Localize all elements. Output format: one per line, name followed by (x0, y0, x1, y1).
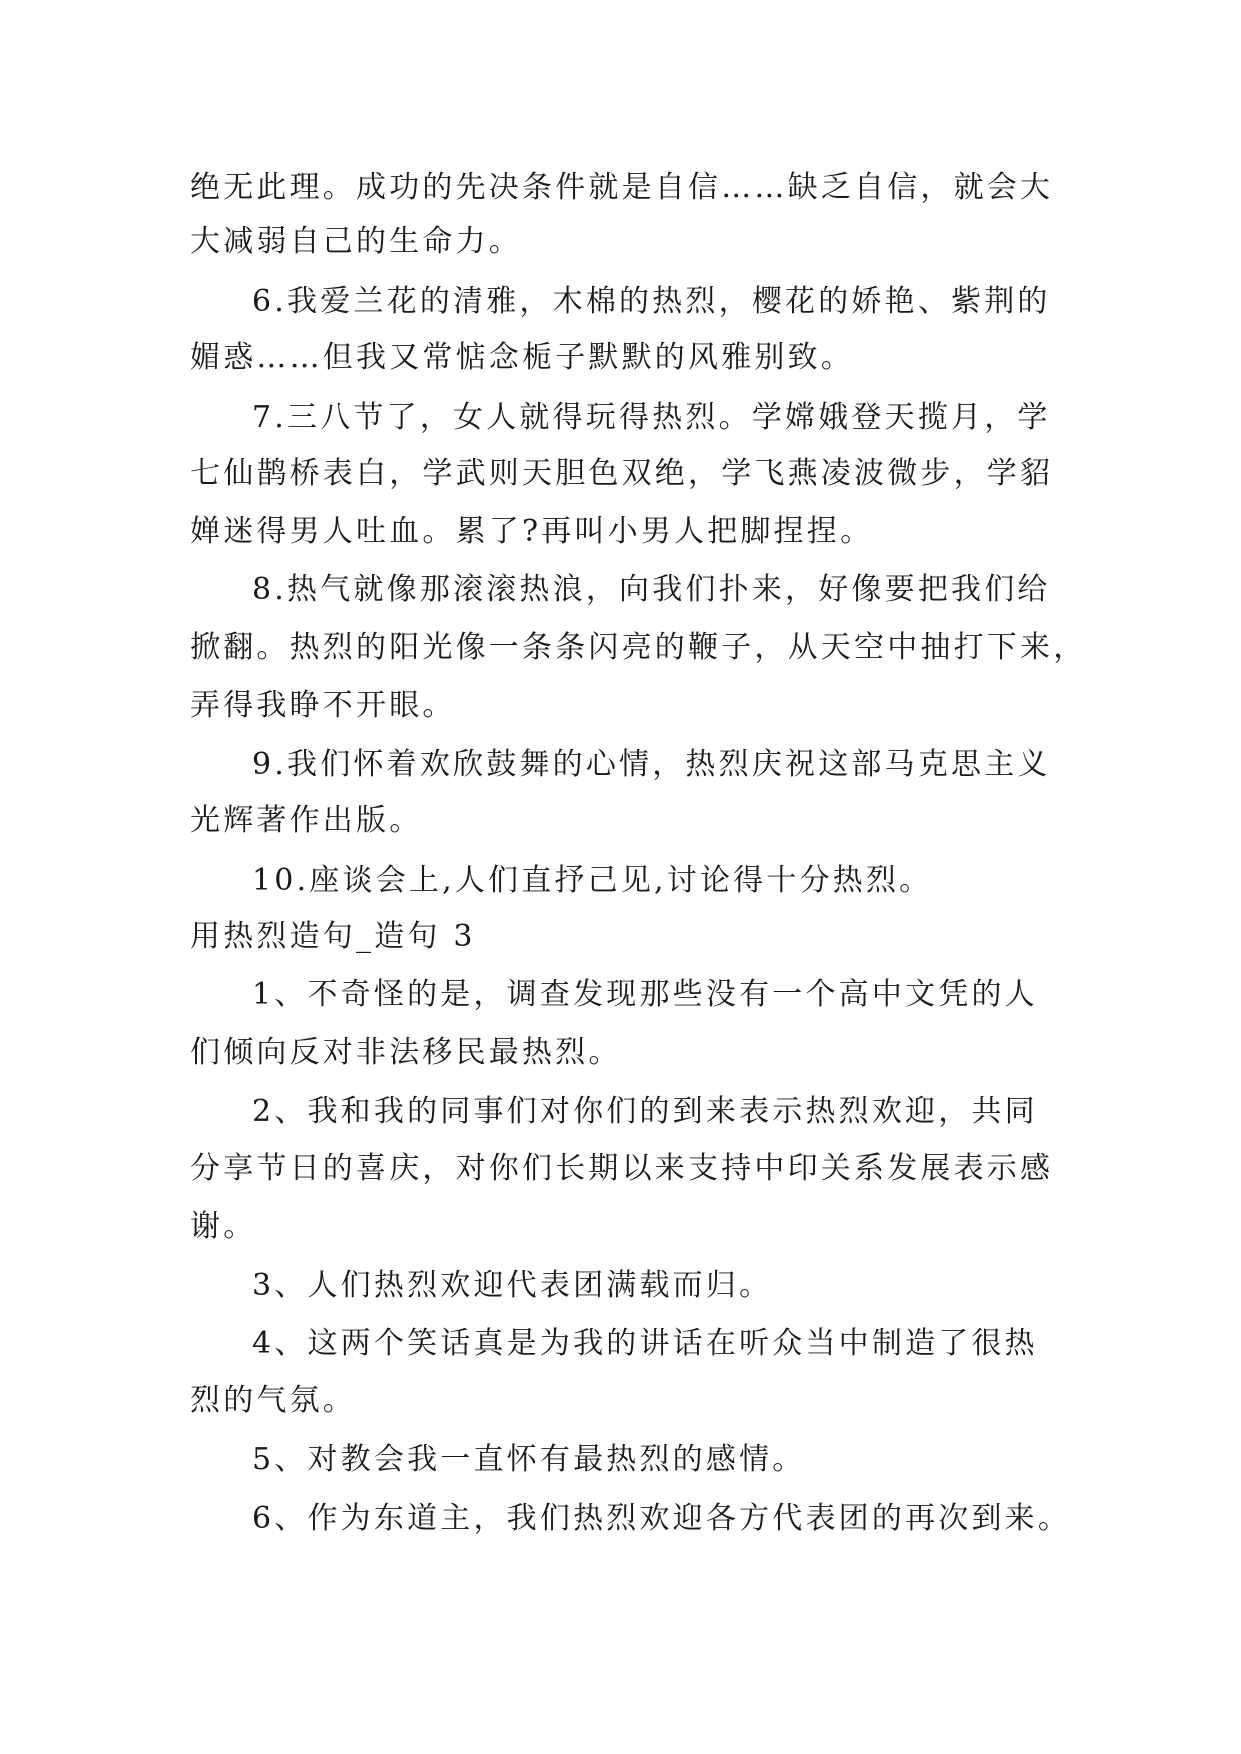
text-line: 婵迷得男人吐血。累了?再叫小男人把脚捏捏。 (190, 514, 874, 549)
text-line: 6、作为东道主，我们热烈欢迎各方代表团的再次到来。 (252, 1501, 1072, 1536)
text-line: 掀翻。热烈的阳光像一条条闪亮的鞭子，从天空中抽打下来， (190, 630, 1087, 665)
text-line: 3、人们热烈欢迎代表团满载而归。 (252, 1268, 773, 1303)
text-line: 9.我们怀着欢欣鼓舞的心情，热烈庆祝这部马克思主义 (252, 747, 1051, 782)
text-line: 7.三八节了，女人就得玩得热烈。学嫦娥登天揽月，学 (252, 400, 1051, 435)
section-heading: 用热烈造句_造句 3 (190, 919, 476, 954)
text-line: 弄得我睁不开眼。 (190, 688, 456, 723)
text-line: 8.热气就像那滚滚热浪，向我们扑来，好像要把我们给 (252, 572, 1051, 607)
text-line: 烈的气氛。 (190, 1383, 356, 1418)
text-line: 6.我爱兰花的清雅，木棉的热烈，樱花的娇艳、紫荆的 (252, 284, 1051, 319)
text-line: 媚惑……但我又常惦念栀子默默的风雅别致。 (190, 340, 854, 375)
text-line: 5、对教会我一直怀有最热烈的感情。 (252, 1442, 806, 1477)
text-line: 光辉著作出版。 (190, 803, 423, 838)
text-line: 4、这两个笑话真是为我的讲话在听众当中制造了很热 (252, 1326, 1038, 1361)
text-line: 2、我和我的同事们对你们的到来表示热烈欢迎，共同 (252, 1094, 1038, 1129)
text-line: 们倾向反对非法移民最热烈。 (190, 1035, 622, 1070)
text-line: 绝无此理。成功的先决条件就是自信……缺乏自信，就会大 (190, 170, 1054, 205)
text-line: 10.座谈会上,人们直抒己见,讨论得十分热烈。 (252, 863, 933, 898)
text-line: 大减弱自己的生命力。 (190, 224, 522, 259)
text-line: 谢。 (190, 1209, 257, 1244)
text-line: 七仙鹊桥表白，学武则天胆色双绝，学飞燕凌波微步，学貂 (190, 456, 1054, 491)
text-line: 1、不奇怪的是，调查发现那些没有一个高中文凭的人 (252, 977, 1038, 1012)
text-line: 分享节日的喜庆，对你们长期以来支持中印关系发展表示感 (190, 1151, 1054, 1186)
